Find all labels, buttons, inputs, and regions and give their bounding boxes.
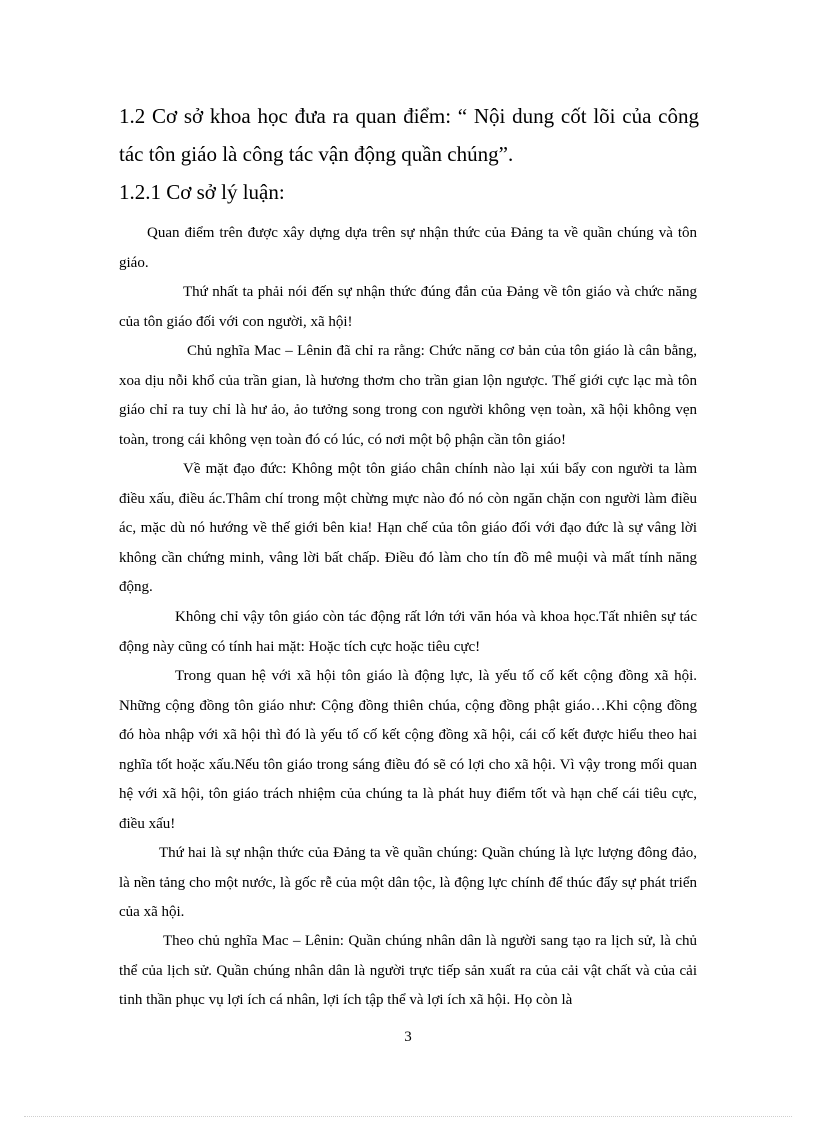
- paragraph: Theo chủ nghĩa Mac – Lênin: Quần chúng nhân dân là người sang tạo ra lịch sử, là chủ thể của lịch sử. Quần chúng nhân dân là người trực tiếp sản xuất ra của cải vật chất và của cải tinh thần phục vụ lợi ích cá nhân, lợi ích tập thể và lợi ích xã hội. Họ còn là: [119, 933, 697, 1008]
- paragraph: Trong quan hệ với xã hội tôn giáo là động lực, là yếu tố cố kết cộng đồng xã hội. Những cộng đồng tôn giáo như: Cộng đồng thiên chúa, cộng đồng phật giáo…Khi cộng đồng đó hòa nhập với xã hội thì đó là yếu tố cố kết cộng đồng xã hội, cái cố kết được hiểu theo hai nghĩa tốt hoặc xấu.Nếu tôn giáo trong sáng điều đó sẽ có lợi cho xã hội. Vì vậy trong mối quan hệ với xã hội, tôn giáo trách nhiệm của chúng ta là phát huy điểm tốt và hạn chế cái tiêu cực, điều xấu!: [119, 668, 697, 832]
- paragraph: Quan điểm trên được xây dựng dựa trên sự nhận thức của Đảng ta về quần chúng và tôn giáo.: [119, 225, 697, 271]
- section-heading: 1.2 Cơ sở khoa học đưa ra quan điểm: “ Nội dung cốt lõi của công tác tôn giáo là công tác vận động quần chúng”.: [119, 104, 699, 166]
- paragraph: Thứ hai là sự nhận thức của Đảng ta về quần chúng: Quần chúng là lực lượng đông đảo, là nền tảng cho một nước, là gốc rễ của một dân tộc, là động lực chính để thúc đẩy sự phát triển của xã hội.: [119, 845, 697, 920]
- paragraph: Về mặt đạo đức: Không một tôn giáo chân chính nào lại xúi bẩy con người ta làm điều xấu, điều ác.Thâm chí trong một chừng mực nào đó nó còn ngăn chặn con người làm điều ác, mặc dù nó hướng về thế giới bên kia! Hạn chế của tôn giáo đối với đạo đức là sự vâng lời không cần chứng minh, vâng lời bất chấp. Điều đó làm cho tín đồ mê muội và mất tính năng động.: [119, 461, 697, 595]
- paragraph: Chủ nghĩa Mac – Lênin đã chỉ ra rằng: Chức năng cơ bản của tôn giáo là cân bằng, xoa dịu nỗi khổ của trần gian, là hương thơm cho trần gian lộn ngược. Thế giới cực lạc mà tôn giáo chỉ ra tuy chỉ là hư ảo, ảo tưởng song trong con người không vẹn toàn, xã hội không vẹn toàn, trong cái không vẹn toàn đó có lúc, có nơi một bộ phận cần tôn giáo!: [119, 343, 697, 448]
- document-body: [119, 219, 697, 1008]
- page-number: 3: [404, 1029, 412, 1045]
- paragraph: Thứ nhất ta phải nói đến sự nhận thức đúng đắn của Đảng về tôn giáo và chức năng của tôn giáo đối với con người, xã hội!: [119, 284, 697, 330]
- paragraph: Không chỉ vậy tôn giáo còn tác động rất lớn tới văn hóa và khoa học.Tất nhiên sự tác động này cũng có tính hai mặt: Hoặc tích cực hoặc tiêu cực!: [119, 609, 697, 655]
- page-bottom-divider: [24, 1116, 792, 1117]
- subsection-heading: 1.2.1 Cơ sở lý luận:: [119, 180, 285, 204]
